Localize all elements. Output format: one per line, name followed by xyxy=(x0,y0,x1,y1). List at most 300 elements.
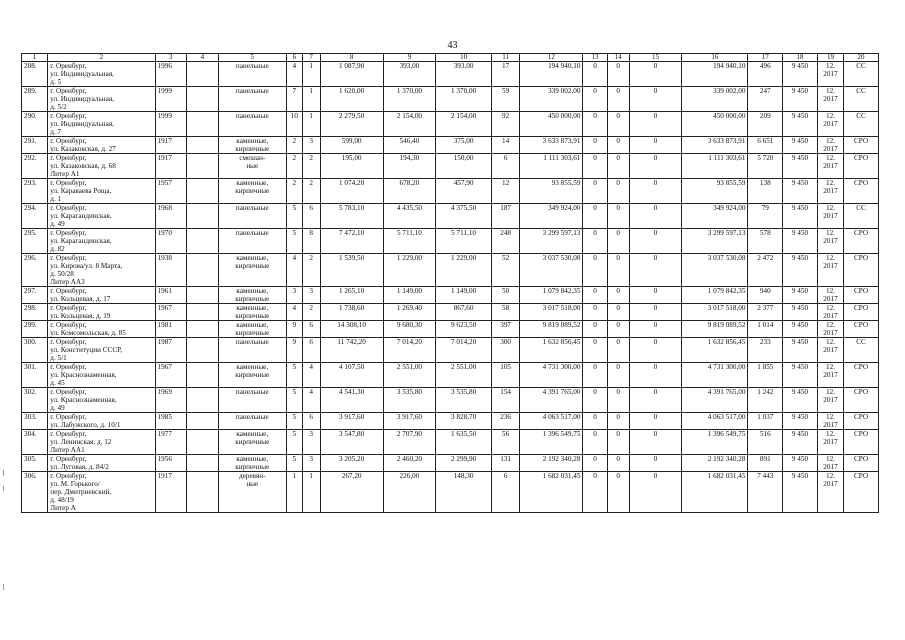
cell-area-col-10: 375,00 xyxy=(436,137,492,154)
deadline-line: 2017 xyxy=(823,421,838,429)
cell-cost-total: 349 924,00 xyxy=(520,204,583,229)
cell-col-14: 0 xyxy=(607,455,629,472)
cell-unit-cost: 891 xyxy=(748,455,783,472)
wall-material-line: каменные, xyxy=(236,304,269,312)
cell-cost-owners: 450 000,00 xyxy=(682,112,748,137)
cell-max-unit-cost: 9 450 xyxy=(783,179,818,204)
cell-col-4 xyxy=(187,287,219,304)
cell-total-area: 4 541,30 xyxy=(320,388,383,413)
cell-col-4 xyxy=(187,304,219,321)
cell-wall-material xyxy=(218,304,286,321)
cell-cost-total: 194 940,10 xyxy=(520,62,583,87)
deadline-line: 2017 xyxy=(823,162,838,170)
cell-address xyxy=(48,154,155,179)
table-row xyxy=(22,455,879,472)
cell-unit-cost: 1 855 xyxy=(748,363,783,388)
deadline-line: 12. xyxy=(825,137,835,145)
cell-wall-material xyxy=(218,137,286,154)
cell-entrances: 6 xyxy=(302,413,320,430)
cell-year-built: 1999 xyxy=(155,112,187,137)
address-line: д. 48/19 xyxy=(50,496,74,504)
cell-unit-cost: 79 xyxy=(748,204,783,229)
deadline-line: 2017 xyxy=(823,262,838,270)
cell-row-number: 293. xyxy=(22,179,48,204)
cell-row-number: 304. xyxy=(22,430,48,455)
wall-material-line: каменные, xyxy=(236,254,269,262)
cell-deadline xyxy=(817,204,843,229)
cell-deadline xyxy=(817,338,843,363)
cell-row-number: 291. xyxy=(22,137,48,154)
cell-unit-cost: 1 037 xyxy=(748,413,783,430)
cell-year-built: 1967 xyxy=(155,363,187,388)
column-header-19: 19 xyxy=(817,54,843,62)
cell-total-area: 5 783,10 xyxy=(320,204,383,229)
deadline-line: 12. xyxy=(825,430,835,438)
cell-col-14: 0 xyxy=(607,112,629,137)
cell-year-built: 1917 xyxy=(155,154,187,179)
cell-col-4 xyxy=(187,137,219,154)
cell-col-14: 0 xyxy=(607,254,629,287)
cell-deadline xyxy=(817,287,843,304)
cell-total-area: 1 539,50 xyxy=(320,254,383,287)
cell-cost-owners: 1 111 303,61 xyxy=(682,154,748,179)
cell-address xyxy=(48,137,155,154)
cell-area-col-10: 4 375,50 xyxy=(436,204,492,229)
table-row xyxy=(22,321,879,338)
table-row xyxy=(22,338,879,363)
address-line: ул. Кольцевая, д. 19 xyxy=(50,312,111,320)
address-line: ул. Конституции СССР, xyxy=(50,346,123,354)
cell-col-4 xyxy=(187,204,219,229)
cell-area-col-10: 7 014,20 xyxy=(436,338,492,363)
cell-entrances: 4 xyxy=(302,363,320,388)
cell-cost-total: 3 299 597,13 xyxy=(520,229,583,254)
cell-col-15: 0 xyxy=(629,287,682,304)
cell-floors: 7 xyxy=(286,87,302,112)
cell-residents: 154 xyxy=(491,388,519,413)
table-row xyxy=(22,363,879,388)
wall-material-line: кирпичные xyxy=(235,295,270,303)
cell-cost-owners: 3 037 530,08 xyxy=(682,254,748,287)
cell-address xyxy=(48,413,155,430)
cell-cost-owners: 9 819 089,52 xyxy=(682,321,748,338)
cell-col-15: 0 xyxy=(629,388,682,413)
cell-col-13: 0 xyxy=(583,472,607,513)
cell-total-area: 1 620,00 xyxy=(320,87,383,112)
table-row xyxy=(22,413,879,430)
wall-material-line: панельные xyxy=(235,62,269,70)
cell-fund-method: СРО xyxy=(844,254,879,287)
column-header-14: 14 xyxy=(607,54,629,62)
cell-wall-material xyxy=(218,455,286,472)
cell-total-area: 3 547,80 xyxy=(320,430,383,455)
cell-wall-material xyxy=(218,321,286,338)
cell-fund-method: СРО xyxy=(844,472,879,513)
cell-deadline xyxy=(817,388,843,413)
cell-area-col-10: 1 370,00 xyxy=(436,87,492,112)
deadline-line: 12. xyxy=(825,304,835,312)
cell-floors: 5 xyxy=(286,204,302,229)
cell-area-col-10: 867,60 xyxy=(436,304,492,321)
cell-fund-method: СРО xyxy=(844,413,879,430)
address-line: д. 7 xyxy=(50,128,62,136)
cell-unit-cost: 233 xyxy=(748,338,783,363)
cell-total-area: 14 308,10 xyxy=(320,321,383,338)
wall-material-line: кирпичные xyxy=(235,371,270,379)
cell-col-14: 0 xyxy=(607,62,629,87)
address-line: г. Оренбург, xyxy=(50,388,87,396)
cell-area-col-10: 3 535,80 xyxy=(436,388,492,413)
cell-area-col-9: 194,30 xyxy=(383,154,436,179)
wall-material-line: панельные xyxy=(235,112,269,120)
cell-deadline xyxy=(817,304,843,321)
address-line: г. Оренбург, xyxy=(50,363,87,371)
cell-fund-method: СС xyxy=(844,87,879,112)
deadline-line: 2017 xyxy=(823,145,838,153)
address-line: г. Оренбург, xyxy=(50,304,87,312)
wall-material-line: каменные, xyxy=(236,287,269,295)
column-header-9: 9 xyxy=(383,54,436,62)
cell-row-number: 288. xyxy=(22,62,48,87)
housing-table xyxy=(21,53,879,513)
address-line: г. Оренбург, xyxy=(50,430,87,438)
wall-material-line: кирпичные xyxy=(235,312,270,320)
cell-row-number: 302. xyxy=(22,388,48,413)
cell-fund-method: СРО xyxy=(844,321,879,338)
address-line: д. 50/28 xyxy=(50,270,74,278)
cell-deadline xyxy=(817,413,843,430)
address-line: ул. Индивидуальная, xyxy=(50,95,114,103)
cell-address xyxy=(48,430,155,455)
column-header-11: 11 xyxy=(491,54,519,62)
cell-unit-cost: 209 xyxy=(748,112,783,137)
deadline-line: 2017 xyxy=(823,480,838,488)
cell-area-col-10: 1 229,00 xyxy=(436,254,492,287)
cell-area-col-10: 9 623,50 xyxy=(436,321,492,338)
wall-material-line: каменные, xyxy=(236,179,269,187)
cell-total-area: 3 917,60 xyxy=(320,413,383,430)
address-line: Литер АА3 xyxy=(50,278,85,286)
address-line: ул. Краснознаменная, xyxy=(50,371,117,379)
cell-cost-owners: 4 731 300,00 xyxy=(682,363,748,388)
cell-wall-material xyxy=(218,179,286,204)
cell-cost-owners: 3 633 873,91 xyxy=(682,137,748,154)
cell-total-area: 1 738,60 xyxy=(320,304,383,321)
cell-col-15: 0 xyxy=(629,472,682,513)
column-header-20: 20 xyxy=(844,54,879,62)
cell-cost-total: 1 396 549,75 xyxy=(520,430,583,455)
address-line: ул. Карагандинская, xyxy=(50,212,112,220)
cell-col-13: 0 xyxy=(583,179,607,204)
wall-material-line: каменные, xyxy=(236,455,269,463)
wall-material-line: кирпичные xyxy=(235,463,270,471)
cell-col-14: 0 xyxy=(607,430,629,455)
wall-material-line: кирпичные xyxy=(235,438,270,446)
cell-residents: 6 xyxy=(491,472,519,513)
cell-row-number: 294. xyxy=(22,204,48,229)
cell-year-built: 1917 xyxy=(155,137,187,154)
cell-unit-cost: 247 xyxy=(748,87,783,112)
cell-col-4 xyxy=(187,363,219,388)
address-line: д. 5/1 xyxy=(50,354,67,362)
wall-material-line: каменные, xyxy=(236,321,269,329)
deadline-line: 12. xyxy=(825,455,835,463)
cell-max-unit-cost: 9 450 xyxy=(783,304,818,321)
cell-entrances: 3 xyxy=(302,137,320,154)
cell-year-built: 1967 xyxy=(155,304,187,321)
cell-address xyxy=(48,338,155,363)
address-line: г. Оренбург, xyxy=(50,137,87,145)
cell-address xyxy=(48,321,155,338)
cell-year-built: 1999 xyxy=(155,87,187,112)
cell-floors: 2 xyxy=(286,137,302,154)
cell-total-area: 11 742,20 xyxy=(320,338,383,363)
cell-col-14: 0 xyxy=(607,137,629,154)
cell-floors: 4 xyxy=(286,254,302,287)
cell-col-14: 0 xyxy=(607,304,629,321)
address-line: г. Оренбург, xyxy=(50,472,87,480)
wall-material-line: кирпичные xyxy=(235,145,270,153)
address-line: ул. Ленинская, д. 12 xyxy=(50,438,112,446)
wall-material-line: каменные, xyxy=(236,430,269,438)
cell-row-number: 292. xyxy=(22,154,48,179)
cell-year-built: 1996 xyxy=(155,62,187,87)
cell-floors: 2 xyxy=(286,179,302,204)
cell-col-13: 0 xyxy=(583,254,607,287)
deadline-line: 12. xyxy=(825,321,835,329)
cell-fund-method: СРО xyxy=(844,363,879,388)
cell-deadline xyxy=(817,62,843,87)
address-line: г. Оренбург, xyxy=(50,455,87,463)
column-header-10: 10 xyxy=(436,54,492,62)
address-line: ул. Кирова/ул. 8 Марта, xyxy=(50,262,123,270)
cell-fund-method: СРО xyxy=(844,304,879,321)
cell-col-13: 0 xyxy=(583,338,607,363)
column-header-6: 6 xyxy=(286,54,302,62)
wall-material-line: панельные xyxy=(235,338,269,346)
cell-row-number: 301. xyxy=(22,363,48,388)
deadline-line: 12. xyxy=(825,338,835,346)
cell-col-13: 0 xyxy=(583,154,607,179)
wall-material-line: панельные xyxy=(235,388,269,396)
cell-col-13: 0 xyxy=(583,304,607,321)
cell-col-13: 0 xyxy=(583,363,607,388)
cell-col-13: 0 xyxy=(583,112,607,137)
cell-floors: 5 xyxy=(286,229,302,254)
address-line: д. 49 xyxy=(50,220,65,228)
cell-residents: 92 xyxy=(491,112,519,137)
cell-row-number: 299. xyxy=(22,321,48,338)
cell-col-14: 0 xyxy=(607,413,629,430)
address-line: г. Оренбург, xyxy=(50,287,87,295)
cell-residents: 52 xyxy=(491,254,519,287)
address-line: г. Оренбург, xyxy=(50,87,87,95)
cell-max-unit-cost: 9 450 xyxy=(783,137,818,154)
cell-max-unit-cost: 9 450 xyxy=(783,455,818,472)
address-line: ул. Лабужского, д. 10/1 xyxy=(50,421,121,429)
cell-cost-total: 4 731 300,00 xyxy=(520,363,583,388)
cell-cost-owners: 339 002,00 xyxy=(682,87,748,112)
cell-area-col-10: 2 299,90 xyxy=(436,455,492,472)
cell-address xyxy=(48,179,155,204)
cell-row-number: 298. xyxy=(22,304,48,321)
cell-entrances: 1 xyxy=(302,87,320,112)
cell-max-unit-cost: 9 450 xyxy=(783,363,818,388)
cell-residents: 17 xyxy=(491,62,519,87)
deadline-line: 12. xyxy=(825,87,835,95)
cell-year-built: 1938 xyxy=(155,254,187,287)
wall-material-line: кирпичные xyxy=(235,262,270,270)
cell-unit-cost: 940 xyxy=(748,287,783,304)
address-line: г. Оренбург, xyxy=(50,112,87,120)
cell-cost-owners: 1 632 856,45 xyxy=(682,338,748,363)
wall-material-line: кирпичные xyxy=(235,329,270,337)
cell-residents: 131 xyxy=(491,455,519,472)
cell-cost-owners: 2 192 340,28 xyxy=(682,455,748,472)
cell-entrances: 4 xyxy=(302,388,320,413)
cell-cost-total: 1 682 031,45 xyxy=(520,472,583,513)
table-row xyxy=(22,388,879,413)
cell-col-13: 0 xyxy=(583,287,607,304)
cell-col-13: 0 xyxy=(583,455,607,472)
cell-area-col-10: 457,90 xyxy=(436,179,492,204)
cell-floors: 4 xyxy=(286,304,302,321)
cell-col-14: 0 xyxy=(607,179,629,204)
cell-col-14: 0 xyxy=(607,338,629,363)
cell-area-col-10: 5 711,10 xyxy=(436,229,492,254)
column-header-8: 8 xyxy=(320,54,383,62)
cell-max-unit-cost: 9 450 xyxy=(783,413,818,430)
cell-max-unit-cost: 9 450 xyxy=(783,388,818,413)
cell-wall-material xyxy=(218,112,286,137)
wall-material-line: каменные, xyxy=(236,137,269,145)
cell-area-col-9: 9 680,30 xyxy=(383,321,436,338)
cell-wall-material xyxy=(218,472,286,513)
cell-total-area: 195,00 xyxy=(320,154,383,179)
cell-area-col-9: 226,00 xyxy=(383,472,436,513)
cell-entrances: 6 xyxy=(302,338,320,363)
page-number: 43 xyxy=(447,40,458,51)
address-line: ул. Карагандинская, xyxy=(50,237,112,245)
cell-fund-method: СС xyxy=(844,338,879,363)
cell-max-unit-cost: 9 450 xyxy=(783,154,818,179)
cell-row-number: 306. xyxy=(22,472,48,513)
cell-col-13: 0 xyxy=(583,430,607,455)
cell-total-area: 4 107,50 xyxy=(320,363,383,388)
cell-residents: 236 xyxy=(491,413,519,430)
cell-floors: 5 xyxy=(286,388,302,413)
cell-cost-total: 2 192 340,28 xyxy=(520,455,583,472)
deadline-line: 2017 xyxy=(823,312,838,320)
cell-floors: 1 xyxy=(286,472,302,513)
cell-col-4 xyxy=(187,87,219,112)
cell-cost-owners: 4 063 517,00 xyxy=(682,413,748,430)
address-line: ул. Казаковская, д. 27 xyxy=(50,145,116,153)
cell-entrances: 2 xyxy=(302,304,320,321)
cell-area-col-10: 3 828,70 xyxy=(436,413,492,430)
cell-total-area: 2 279,50 xyxy=(320,112,383,137)
cell-col-15: 0 xyxy=(629,204,682,229)
cell-area-col-9: 7 014,20 xyxy=(383,338,436,363)
deadline-line: 12. xyxy=(825,62,835,70)
deadline-line: 12. xyxy=(825,112,835,120)
cell-address xyxy=(48,254,155,287)
cell-col-4 xyxy=(187,472,219,513)
cell-entrances: 1 xyxy=(302,62,320,87)
address-line: ул. Индивидуальная, xyxy=(50,120,114,128)
deadline-line: 2017 xyxy=(823,70,838,78)
cell-row-number: 300. xyxy=(22,338,48,363)
table-body xyxy=(22,62,879,513)
cell-col-14: 0 xyxy=(607,229,629,254)
cell-col-4 xyxy=(187,179,219,204)
cell-entrances: 2 xyxy=(302,254,320,287)
cell-unit-cost: 138 xyxy=(748,179,783,204)
cell-total-area: 1 265,10 xyxy=(320,287,383,304)
deadline-line: 12. xyxy=(825,388,835,396)
cell-wall-material xyxy=(218,62,286,87)
table-row xyxy=(22,137,879,154)
cell-area-col-9: 4 435,50 xyxy=(383,204,436,229)
address-line: г. Оренбург, xyxy=(50,413,87,421)
cell-deadline xyxy=(817,87,843,112)
cell-address xyxy=(48,363,155,388)
cell-wall-material xyxy=(218,363,286,388)
cell-fund-method: СРО xyxy=(844,430,879,455)
deadline-line: 2017 xyxy=(823,463,838,471)
column-header-1: 1 xyxy=(22,54,48,62)
cell-fund-method: СС xyxy=(844,204,879,229)
cell-address xyxy=(48,304,155,321)
cell-col-14: 0 xyxy=(607,154,629,179)
cell-area-col-10: 150,00 xyxy=(436,154,492,179)
deadline-line: 12. xyxy=(825,363,835,371)
cell-col-14: 0 xyxy=(607,363,629,388)
address-line: д. 49 xyxy=(50,404,65,412)
cell-cost-total: 9 819 089,52 xyxy=(520,321,583,338)
deadline-line: 2017 xyxy=(823,295,838,303)
cell-wall-material xyxy=(218,338,286,363)
cell-col-13: 0 xyxy=(583,229,607,254)
cell-row-number: 297. xyxy=(22,287,48,304)
cell-col-15: 0 xyxy=(629,179,682,204)
cell-col-13: 0 xyxy=(583,204,607,229)
address-line: Литер А1 xyxy=(50,170,80,178)
cell-cost-owners: 4 391 765,00 xyxy=(682,388,748,413)
cell-area-col-9: 1 149,00 xyxy=(383,287,436,304)
cell-cost-total: 3 017 518,00 xyxy=(520,304,583,321)
deadline-line: 12. xyxy=(825,229,835,237)
table-row xyxy=(22,472,879,513)
address-line: ул. Кольцевая, д. 17 xyxy=(50,295,111,303)
deadline-line: 12. xyxy=(825,254,835,262)
cell-max-unit-cost: 9 450 xyxy=(783,254,818,287)
column-header-16: 16 xyxy=(682,54,748,62)
cell-floors: 5 xyxy=(286,430,302,455)
deadline-line: 2017 xyxy=(823,237,838,245)
cell-address xyxy=(48,62,155,87)
cell-wall-material xyxy=(218,204,286,229)
cell-deadline xyxy=(817,137,843,154)
cell-col-4 xyxy=(187,254,219,287)
cell-fund-method: СС xyxy=(844,62,879,87)
cell-max-unit-cost: 9 450 xyxy=(783,338,818,363)
address-line: Литер АА1 xyxy=(50,446,85,454)
cell-year-built: 1961 xyxy=(155,287,187,304)
margin-mark xyxy=(3,584,4,590)
cell-entrances: 1 xyxy=(302,472,320,513)
cell-area-col-9: 3 917,60 xyxy=(383,413,436,430)
